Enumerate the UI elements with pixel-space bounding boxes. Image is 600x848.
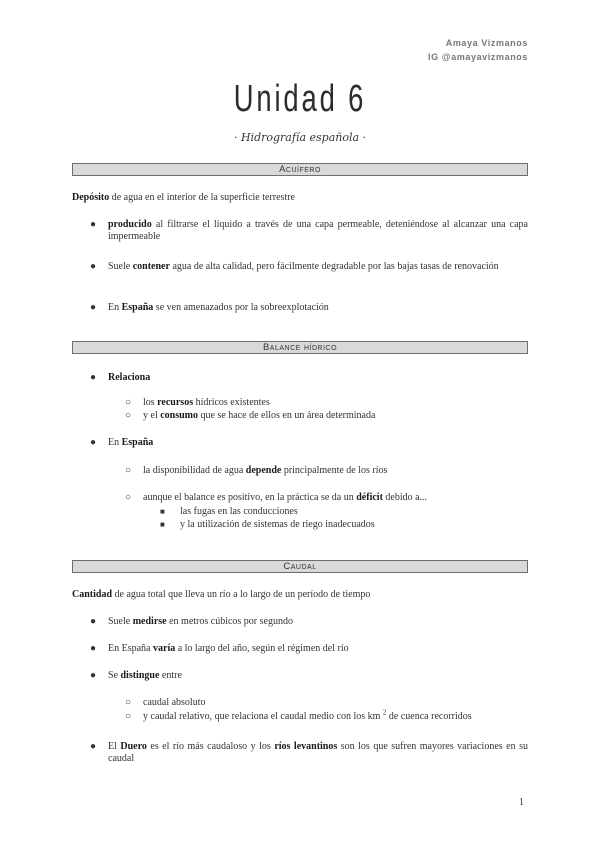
term: depende (245, 465, 282, 476)
term: Depósito (72, 192, 110, 203)
acuifero-definition (72, 192, 528, 204)
text: El (108, 741, 121, 752)
text: que se hace de ellos en un área determinada (198, 410, 376, 421)
text: y el (143, 410, 161, 421)
balance-sub-3 (143, 465, 528, 477)
text: y caudal relativo, que relaciona el caudal medio con los km (143, 711, 381, 722)
text: es el río más caudaloso y los (146, 741, 275, 752)
text: principalmente de los ríos (281, 465, 388, 476)
acuifero-item-1 (108, 219, 528, 243)
text: hídricos existentes (193, 397, 270, 408)
author-handle: IG @amayavizmanos (427, 52, 528, 62)
section-heading-caudal: Caudal (72, 560, 528, 573)
term: Cantidad (72, 589, 113, 600)
bullet-circle: ○ (125, 410, 132, 421)
text: En (108, 437, 122, 448)
text: agua de alta calidad, pero fácilmente degradable por las bajas tasas de renovación (169, 261, 499, 272)
term: déficit (356, 492, 383, 503)
term: España (121, 437, 154, 448)
text: debido a... (382, 492, 428, 503)
section-heading-acuifero: Acuífero (72, 163, 528, 176)
term: Duero (120, 741, 147, 752)
term: producido (108, 219, 152, 230)
page-title: Unidad 6 (233, 78, 367, 120)
section-heading-balance: Balance hídrico (72, 341, 528, 354)
text: se ven amenazados por la sobreexplotación (153, 302, 329, 313)
bullet-circle: ○ (125, 492, 132, 503)
bullet-square: ■ (160, 507, 165, 516)
bullet-disc: ● (90, 616, 97, 627)
bullet-circle: ○ (125, 465, 132, 476)
text: de cuenca recorridos (386, 711, 472, 722)
text: Suele (108, 261, 133, 272)
text: a lo largo del año, según el régimen del río (175, 643, 349, 654)
term: contener (132, 261, 170, 272)
text: aunque el balance es positivo, en la práctica se da un (143, 492, 357, 503)
balance-subsub-1: las fugas en las conducciones (180, 506, 298, 517)
bullet-disc: ● (90, 372, 97, 383)
caudal-sub-2 (143, 708, 528, 723)
bullet-disc: ● (90, 219, 97, 230)
balance-sub-1 (143, 397, 528, 409)
term: Relaciona (108, 372, 151, 383)
text: En España (108, 643, 153, 654)
term: medirse (132, 616, 167, 627)
text: Se (108, 670, 121, 681)
caudal-item-2 (108, 643, 528, 655)
text: de agua total que lleva un río a lo largo de un período de tiempo (112, 589, 371, 600)
balance-sub-2 (143, 410, 528, 422)
bullet-circle: ○ (125, 397, 132, 408)
bullet-disc: ● (90, 670, 97, 681)
balance-subsub-2: y la utilización de sistemas de riego inadecuados (180, 519, 375, 530)
superscript: 2 (382, 708, 387, 717)
term: ríos levantinos (274, 741, 338, 752)
text: son los que sufren mayores variaciones en su caudal (108, 741, 529, 764)
text: en metros cúbicos por segundo (166, 616, 293, 627)
text: al filtrarse el líquido a través de una capa permeable, deteniéndose al alcanzar una capa impermeable (108, 219, 528, 242)
bullet-square: ■ (160, 520, 165, 529)
balance-item-2 (108, 437, 528, 449)
text: la disponibilidad de agua (143, 465, 246, 476)
text: los (143, 397, 158, 408)
text: Suele (108, 616, 133, 627)
text: entre (159, 670, 182, 681)
bullet-disc: ● (90, 643, 97, 654)
acuifero-item-2 (108, 261, 528, 273)
caudal-sub-1: caudal absoluto (143, 697, 206, 708)
balance-item-1 (108, 372, 528, 384)
bullet-circle: ○ (125, 697, 132, 708)
caudal-item-4 (108, 741, 528, 765)
term: distingue (120, 670, 160, 681)
bullet-disc: ● (90, 741, 97, 752)
term: recursos (157, 397, 194, 408)
term: consumo (160, 410, 199, 421)
term: varía (153, 643, 176, 654)
term: España (121, 302, 154, 313)
acuifero-item-3 (108, 302, 528, 314)
bullet-disc: ● (90, 261, 97, 272)
text: de agua en el interior de la superficie terrestre (109, 192, 295, 203)
bullet-circle: ○ (125, 711, 132, 722)
page-subtitle: · Hidrografía española · (233, 131, 367, 144)
page-number: 1 (519, 797, 524, 808)
caudal-item-1 (108, 616, 528, 628)
bullet-disc: ● (90, 302, 97, 313)
author-name: Amaya Vizmanos (445, 38, 528, 48)
balance-sub-4 (143, 492, 528, 504)
bullet-disc: ● (90, 437, 97, 448)
caudal-item-3 (108, 670, 528, 682)
caudal-definition (72, 589, 528, 601)
text: En (108, 302, 122, 313)
